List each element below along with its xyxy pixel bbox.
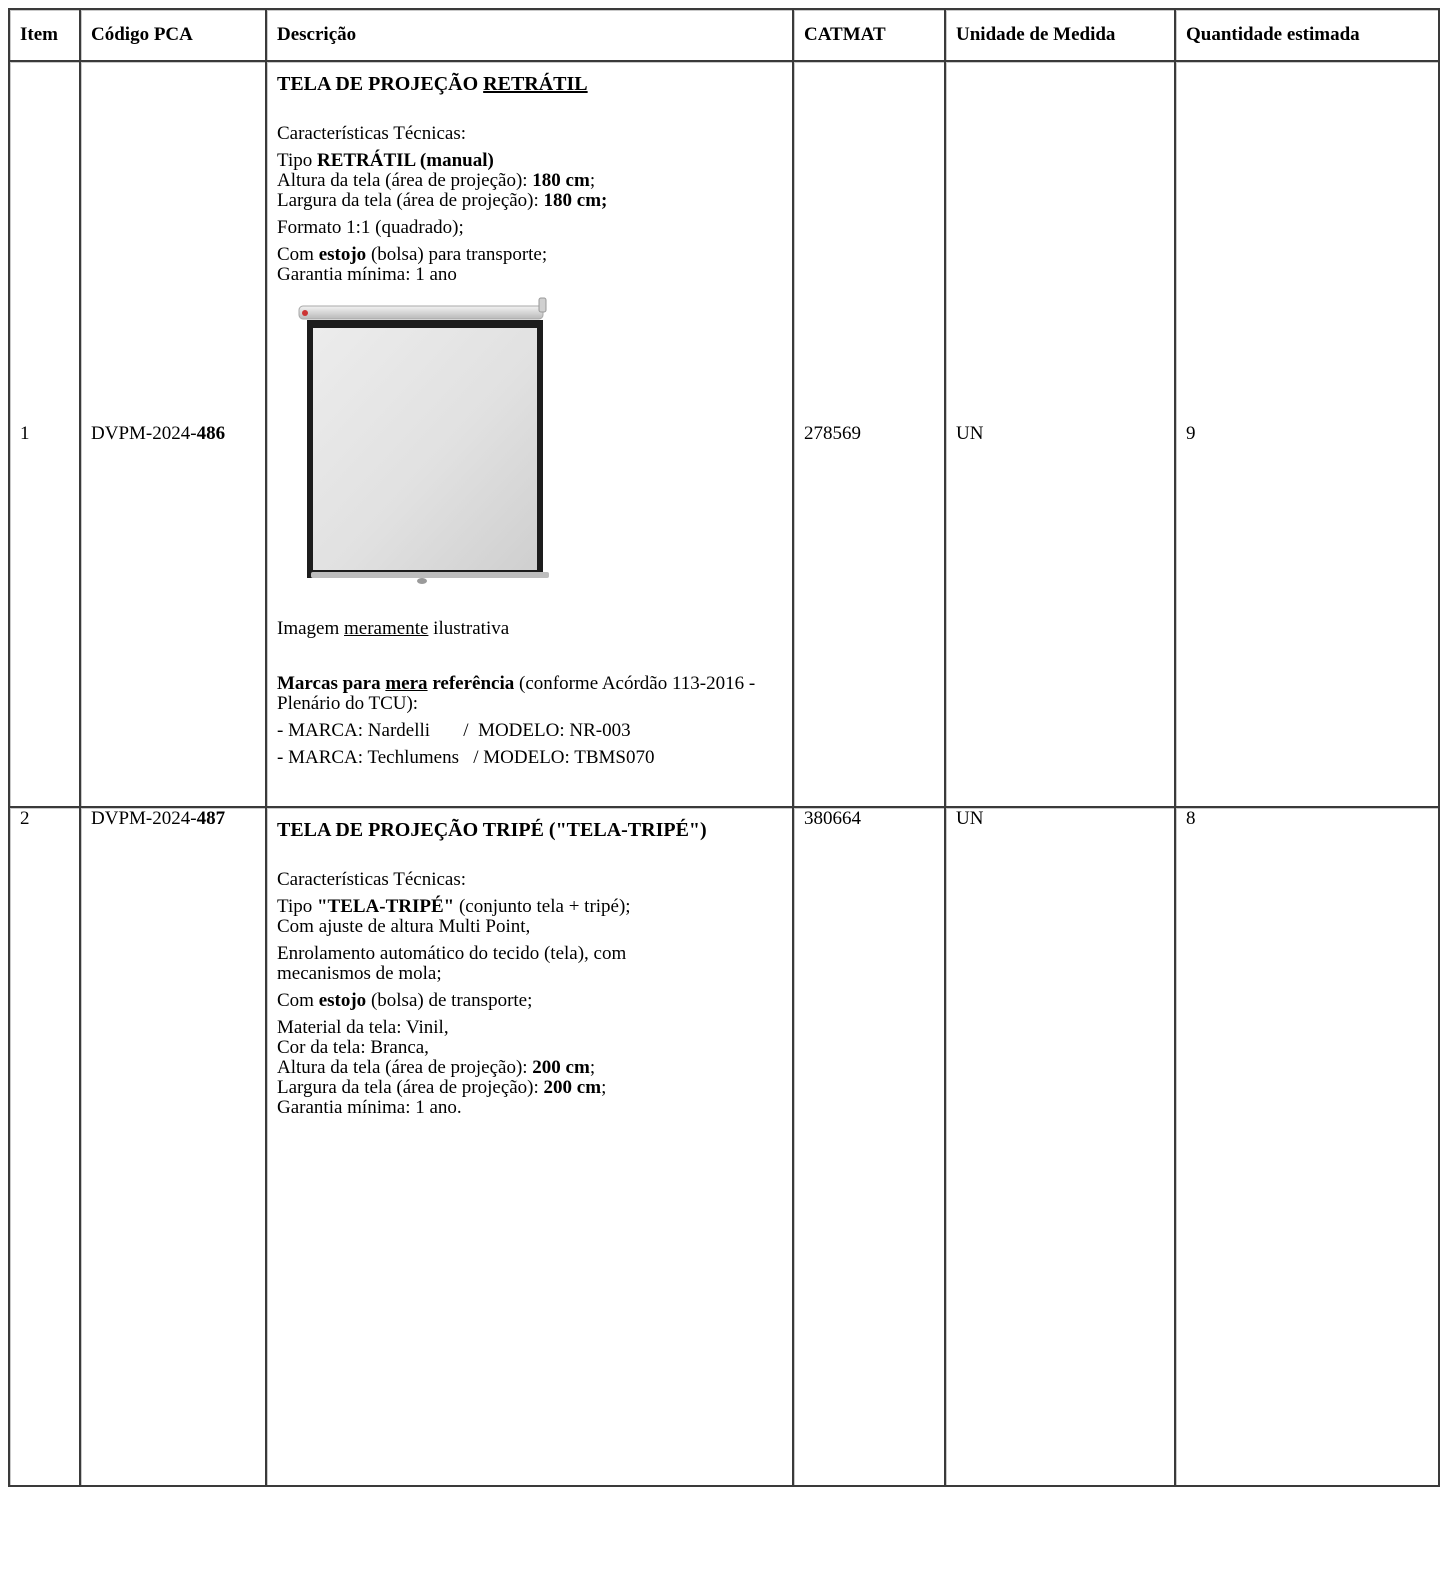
cell-catmat: 380664 (794, 808, 946, 1487)
table-row (10, 62, 1440, 808)
spec-block-1: Tipo "TELA-TRIPÉ" (conjunto tela + tripé); Com ajuste de altura Multi Point, (277, 896, 631, 937)
table-row (10, 808, 1440, 1487)
projection-screen-illustration (277, 292, 567, 592)
cell-item: 1 (10, 62, 81, 808)
formato-text: Formato 1:1 (quadrado); (277, 217, 464, 238)
marca-2: - MARCA: Techlumens / MODELO: TBMS070 (277, 747, 655, 768)
marca-1: - MARCA: Nardelli / MODELO: NR-003 (277, 720, 631, 741)
projection-screen-image (277, 292, 782, 597)
estojo-text: Com estojo (bolsa) de transporte; (277, 990, 533, 1011)
item-title: TELA DE PROJEÇÃO RETRÁTIL (277, 73, 588, 95)
spec-block-2: Material da tela: Vinil, Cor da tela: Branca, Altura da tela (área de projeção): 200 cm; Largura da tela (área de projeção): 200 cm; Garantia mínima: 1 ano. (277, 1017, 607, 1118)
spec-table (8, 8, 1440, 1487)
cell-quantidade: 9 (1176, 62, 1440, 808)
codigo-number: 486 (196, 423, 226, 444)
header-catmat: CATMAT (794, 10, 946, 62)
cell-quantidade: 8 (1176, 808, 1440, 1487)
header-descricao: Descrição (267, 10, 794, 62)
cell-catmat: 278569 (794, 62, 946, 808)
codigo-prefix: DVPM-2024- (91, 423, 197, 444)
header-quantidade: Quantidade estimada (1176, 10, 1440, 62)
enrolamento-text: Enrolamento automático do tecido (tela), com mecanismos de mola; (277, 943, 627, 984)
cell-descricao (267, 808, 794, 1487)
header-codigo-pca: Código PCA (81, 10, 267, 62)
caracteristicas-label: Características Técnicas: (277, 123, 467, 144)
cell-codigo-pca (81, 62, 267, 808)
header-row (10, 10, 1440, 62)
header-unidade: Unidade de Medida (946, 10, 1176, 62)
cell-descricao (267, 62, 794, 808)
codigo-prefix: DVPM-2024- (91, 808, 197, 829)
cell-codigo-pca (81, 808, 267, 1487)
item-title: TELA DE PROJEÇÃO TRIPÉ ("TELA-TRIPÉ") (277, 819, 707, 841)
header-item: Item (10, 10, 81, 62)
cell-unidade: UN (946, 808, 1176, 1487)
spec-table-wrapper (8, 8, 1440, 1487)
marcas-referencia: Marcas para mera referência (conforme Acórdão 113-2016 - Plenário do TCU): (277, 673, 756, 714)
codigo-number: 487 (196, 808, 226, 829)
cell-item: 2 (10, 808, 81, 1487)
image-caption: Imagem meramente ilustrativa (277, 618, 510, 639)
cell-unidade: UN (946, 62, 1176, 808)
caracteristicas-label: Características Técnicas: (277, 869, 467, 890)
spec-block-2: Com estojo (bolsa) para transporte; Garantia mínima: 1 ano (277, 244, 548, 285)
spec-block-1: Tipo RETRÁTIL (manual) Altura da tela (área de projeção): 180 cm; Largura da tela (área de projeção): 180 cm; (277, 150, 608, 211)
